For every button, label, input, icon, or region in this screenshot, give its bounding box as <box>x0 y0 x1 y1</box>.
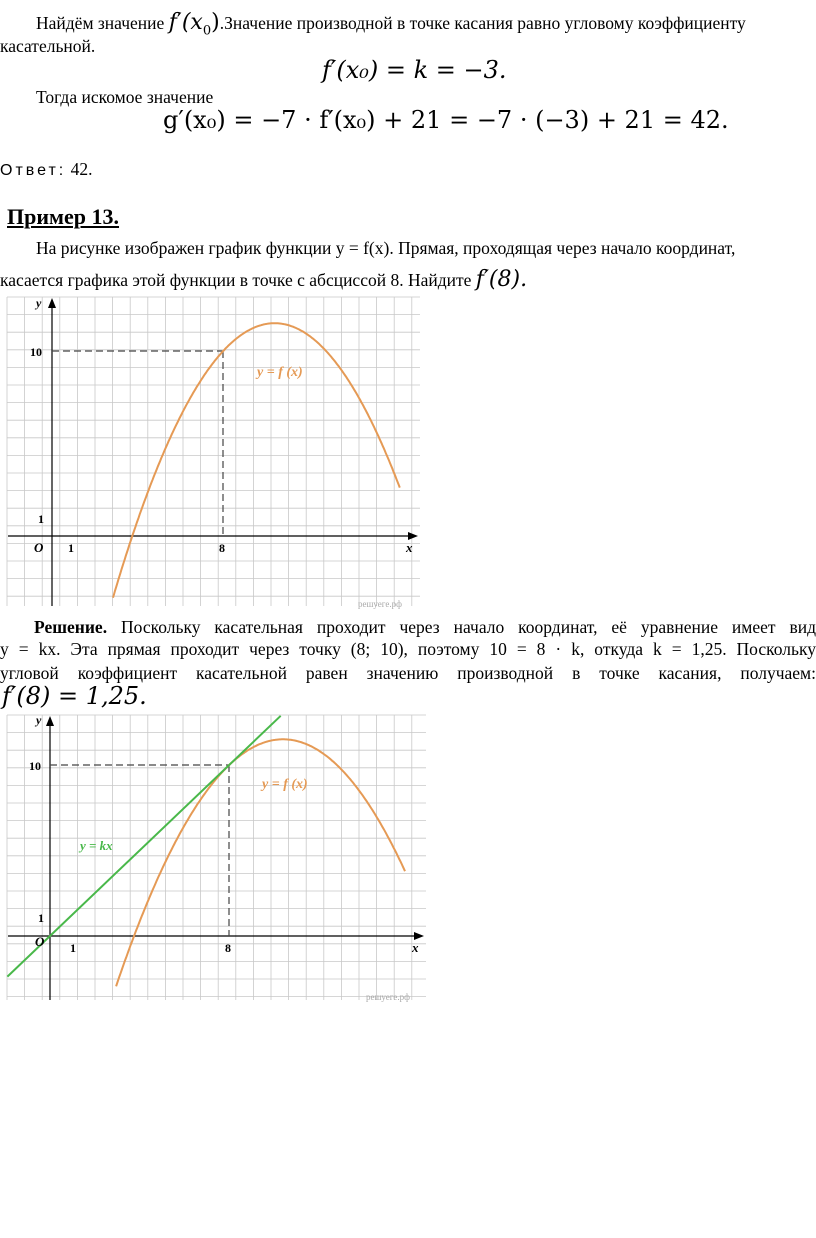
example-p1-math: f′(8). <box>475 267 528 292</box>
figure-1-grid <box>7 297 420 606</box>
intro-line1 <box>36 12 746 42</box>
equation-1: f′(x₀) = k = −3. <box>322 56 507 84</box>
figure-2-y-tick-10: 10 <box>29 759 41 773</box>
figure-1-x-tick-1: 1 <box>68 541 74 555</box>
figure-2-x-arrow <box>414 932 424 940</box>
solution-label: Решение. <box>34 617 108 637</box>
example-p1-line1: На рисунке изображен график функции y = f(x). Прямая, проходящая через начало координат, <box>36 238 736 258</box>
figure-1-watermark: решуеге.рф <box>358 599 402 609</box>
figure-2-tangent-label: y = kx <box>80 838 113 853</box>
answer-line <box>0 158 92 182</box>
equation-2: g′(x₀) = −7 · f′(x₀) + 21 = −7 · (−3) + 21 = 42. <box>163 106 729 134</box>
answer-label: Ответ: <box>0 162 67 179</box>
solution-line2: y = kx. Эта прямая проходит через точку (8; 10), поэтому 10 = 8 · k, откуда k = 1,25. Поскольку <box>0 639 816 659</box>
figure-1-y-tick-1: 1 <box>38 512 44 526</box>
intro-line1-tail: .Значение производной в точке касания равно угловому коэффициенту <box>219 13 746 33</box>
figure-1-graph <box>0 290 428 612</box>
figure-2-origin-label: O <box>35 934 45 949</box>
figure-1-y-label: y <box>36 296 42 310</box>
figure-1-origin-label: O <box>34 540 44 555</box>
intro-line3: Тогда искомое значение <box>36 87 214 107</box>
figure-1-curve-label: y = f (x) <box>257 365 303 380</box>
figure-2 <box>0 708 432 1006</box>
figure-2-grid <box>7 715 426 1000</box>
intro-line1-text: Найдём значение <box>36 13 165 33</box>
figure-1-y-tick-10: 10 <box>30 345 42 359</box>
figure-2-x-label: x <box>412 940 419 955</box>
figure-1-y-arrow <box>48 298 56 308</box>
answer-value: 42. <box>70 159 93 179</box>
example-p1-line2: касается графика этой функции в точке с абсциссой 8. Найдите f′(8). <box>0 267 528 292</box>
figure-2-watermark: решуеге.рф <box>366 992 410 1002</box>
figure-2-tangent-line <box>7 716 280 977</box>
example-title: Пример 13. <box>7 204 120 229</box>
figure-2-x-tick-8: 8 <box>225 941 231 955</box>
figure-1-x-tick-8: 8 <box>219 541 225 555</box>
intro-inline-math: $f'(x_0)$ <box>168 10 220 39</box>
figure-2-curve <box>116 739 405 986</box>
solution-line1: Решение. Поскольку касательная проходит через начало координат, её уравнение имеет вид <box>34 617 816 637</box>
figure-1 <box>0 290 428 612</box>
figure-2-x-tick-1: 1 <box>70 941 76 955</box>
figure-1-x-arrow <box>408 532 418 540</box>
figure-1-x-label: x <box>406 540 413 555</box>
solution-line3: угловой коэффициент касательной равен значению производной в точке касания, получаем: <box>0 663 816 683</box>
figure-2-y-label: y <box>36 713 42 727</box>
intro-line2: касательной. <box>0 36 96 56</box>
figure-2-curve-label: y = f (x) <box>262 777 308 792</box>
figure-2-y-tick-1: 1 <box>38 911 44 925</box>
figure-2-y-arrow <box>46 716 54 726</box>
figure-2-graph <box>0 708 432 1006</box>
solution-result: f′(8) = 1,25. <box>2 682 147 710</box>
